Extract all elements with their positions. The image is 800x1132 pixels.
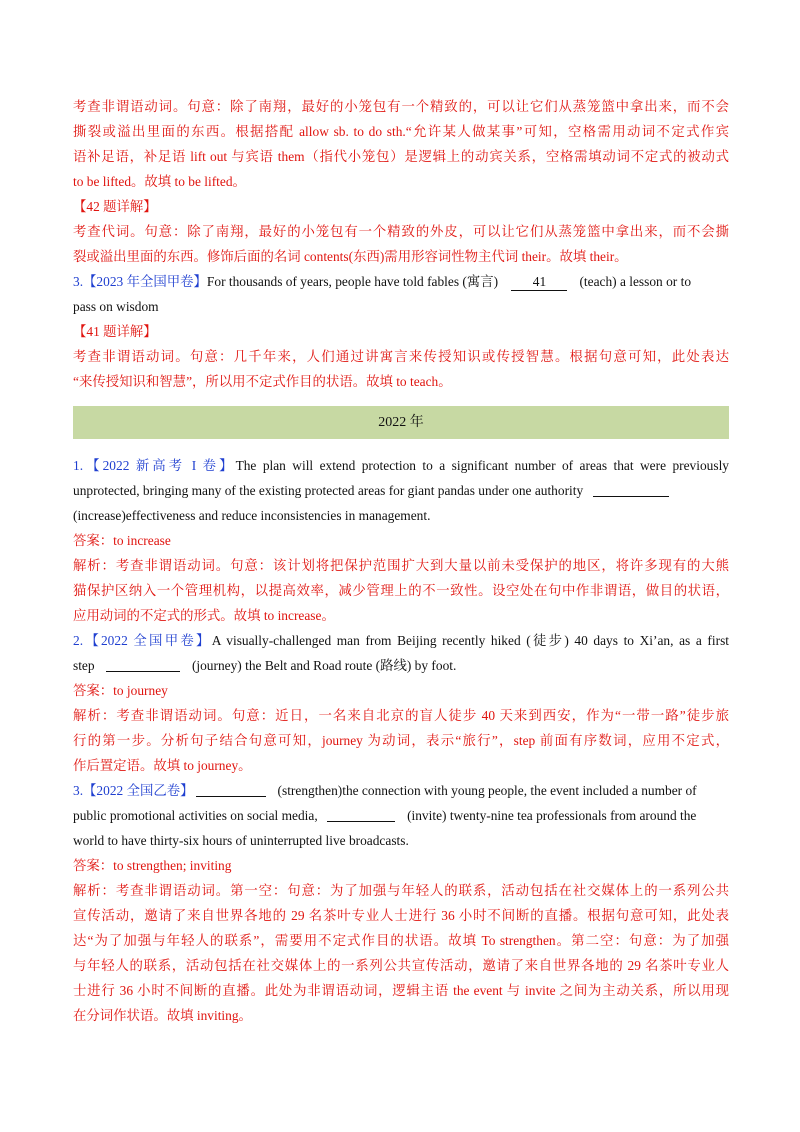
explanation-line: 士进行 36 小时不间断的直播。此处为非谓语动词，逻辑主语 the event 与 invite 之间为主动关系，所以用现 <box>73 983 729 998</box>
explanation-line: 与年轻人的联系，活动包括在社交媒体上的一系列公共宣传活动，邀请了来自世界各地的 29 名茶叶专业人 <box>73 958 729 973</box>
explanation-line: 在分词作状语。故填 inviting。 <box>73 1008 252 1023</box>
question-text: A visually-challenged man from Beijing recently hiked (徒步) 40 days to Xi’an, as a first <box>211 633 729 648</box>
question-source-tag: 【2023 年全国甲卷】 <box>83 274 207 289</box>
question-source-tag: 【2022 新高考 I 卷】 <box>83 458 236 473</box>
explanation-line: 应用动词的不定式的形式。故填 to increase。 <box>73 608 335 623</box>
explanation-line: 解析：考查非谓语动词。第一空：句意：为了加强与年轻人的联系，活动包括在社交媒体上的一系列公共 <box>73 883 729 898</box>
explanation-line: 解析：考查非谓语动词。句意：近日，一名来自北京的盲人徒步 40 天来到西安，作为“一带一路”徒步旅 <box>73 708 729 723</box>
question-text: (invite) twenty-nine tea professionals from around the <box>407 808 697 823</box>
explanation-line: 撕裂或溢出里面的东西。根据搭配 allow sb. to do sth.“允许某人做某事”可知，空格需用动词不定式作宾 <box>73 124 729 139</box>
explanation-line: 行的第一步。分析句子结合句意可知，journey 为动词，表示“旅行”，step 前面有序数词，应用不定式， <box>73 733 729 748</box>
document-content <box>73 94 729 1028</box>
question-line <box>73 269 729 294</box>
question-text: The plan will extend protection to a significant number of areas that were previously <box>235 458 729 473</box>
answer-line: 答案：to strengthen; inviting <box>73 858 232 873</box>
question-line <box>73 778 729 803</box>
explanation-line: 语补足语，补足语 lift out 与宾语 them（指代小笼包）是逻辑上的动宾关系，空格需填动词不定式的被动式 <box>73 149 729 164</box>
question-line <box>73 653 729 678</box>
question-text: public promotional activities on social media, <box>73 808 318 823</box>
question-source-tag: 【2022 全国甲卷】 <box>83 633 212 648</box>
question-text: step <box>73 658 95 673</box>
answer-line: 答案：to journey <box>73 683 168 698</box>
explanation-line: 猫保护区纳入一个管理机构，以提高效率，减少管理上的不一致性。设空处在句中作非谓语，做目的状语， <box>73 583 729 598</box>
question-number: 3. <box>73 274 84 289</box>
explanation-line: 考查非谓语动词。句意：几千年来，人们通过讲寓言来传授知识或传授智慧。根据句意可知，此处表达 <box>73 349 729 364</box>
section-heading-41: 【41 题详解】 <box>73 324 157 339</box>
question-number: 3. <box>73 783 84 798</box>
question-text: (teach) a lesson or to <box>579 274 692 289</box>
question-source-tag: 【2022 全国乙卷】 <box>83 783 194 798</box>
explanation-line: 考查非谓语动词。句意：除了南翔，最好的小笼包有一个精致的，可以让它们从蒸笼篮中拿出来，而不会 <box>73 99 729 114</box>
question-text: unprotected, bringing many of the existing protected areas for giant pandas under one authority <box>73 483 584 498</box>
answer-blank <box>593 482 669 497</box>
question-text: For thousands of years, people have told fables (寓言) <box>206 274 499 289</box>
answer-blank <box>327 807 395 822</box>
explanation-line: 宣传活动，邀请了来自世界各地的 29 名茶叶专业人士进行 36 小时不间断的直播。根据句意可知，此处表 <box>73 908 729 923</box>
question-line <box>73 628 729 653</box>
question-number: 2. <box>73 633 84 648</box>
section-heading-42: 【42 题详解】 <box>73 199 157 214</box>
year-section-header: 2022 年 <box>73 406 729 439</box>
question-text: (journey) the Belt and Road route (路线) by foot. <box>191 658 457 673</box>
explanation-line: 考查代词。句意：除了南翔，最好的小笼包有一个精致的外皮，可以让它们从蒸笼篮中拿出来，而不会撕 <box>73 224 729 239</box>
question-number: 1. <box>73 458 84 473</box>
question-line <box>73 453 729 478</box>
explanation-line: “来传授知识和智慧”，所以用不定式作目的状语。故填 to teach。 <box>73 374 452 389</box>
answer-blank <box>196 782 266 797</box>
question-line: pass on wisdom <box>73 299 159 314</box>
answer-blank: 41 <box>511 274 567 291</box>
explanation-line: 作后置定语。故填 to journey。 <box>73 758 252 773</box>
explanation-line: to be lifted。故填 to be lifted。 <box>73 174 246 189</box>
explanation-line: 达“为了加强与年轻人的联系”，需要用不定式作目的状语。故填 To strengthen。第二空：句意：为了加强 <box>73 933 729 948</box>
answer-blank <box>106 657 180 672</box>
explanation-line: 解析：考查非谓语动词。句意：该计划将把保护范围扩大到大量以前未受保护的地区，将许多现有的大熊 <box>73 558 729 573</box>
question-text: (strengthen)the connection with young people, the event included a number of <box>277 783 697 798</box>
answer-line: 答案：to increase <box>73 533 171 548</box>
question-line: (increase)effectiveness and reduce inconsistencies in management. <box>73 508 431 523</box>
question-line <box>73 478 729 503</box>
explanation-line: 裂或溢出里面的东西。修饰后面的名词 contents(东西)需用形容词性物主代词 their。故填 their。 <box>73 249 628 264</box>
question-line <box>73 803 729 828</box>
question-line: world to have thirty-six hours of uninterrupted live broadcasts. <box>73 833 409 848</box>
